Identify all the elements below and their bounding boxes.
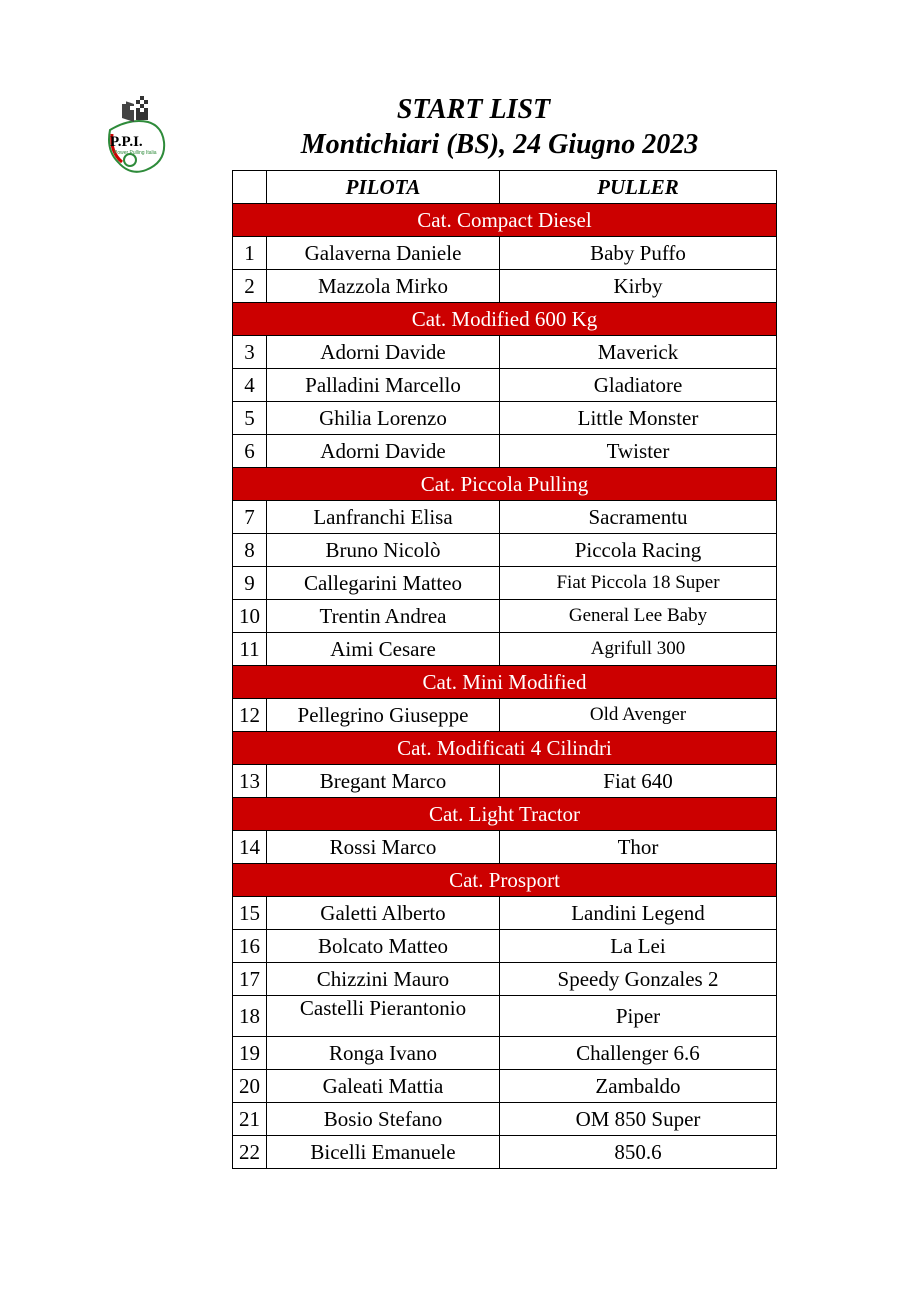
puller-cell: Baby Puffo: [500, 237, 777, 270]
category-label: Cat. Prosport: [233, 864, 777, 897]
pilota-cell: Adorni Davide: [267, 336, 500, 369]
table-row: [233, 567, 777, 600]
category-label: Cat. Piccola Pulling: [233, 468, 777, 501]
category-row: [233, 864, 777, 897]
start-number: 20: [233, 1070, 267, 1103]
puller-cell: Sacramentu: [500, 501, 777, 534]
logo-subtext: Power Pulling Italia: [114, 150, 157, 156]
pilota-cell: Galaverna Daniele: [267, 237, 500, 270]
pilota-cell: Pellegrino Giuseppe: [267, 699, 500, 732]
category-row: [233, 468, 777, 501]
start-number: 5: [233, 402, 267, 435]
table-row: [233, 369, 777, 402]
category-label: Cat. Mini Modified: [233, 666, 777, 699]
start-number: 15: [233, 897, 267, 930]
table-row: [233, 237, 777, 270]
puller-cell: Fiat Piccola 18 Super: [500, 567, 777, 600]
pilota-cell: Adorni Davide: [267, 435, 500, 468]
category-row: [233, 666, 777, 699]
puller-cell: Thor: [500, 831, 777, 864]
puller-cell: Speedy Gonzales 2: [500, 963, 777, 996]
category-row: [233, 732, 777, 765]
table-row: [233, 963, 777, 996]
start-number: 1: [233, 237, 267, 270]
pilota-cell: Trentin Andrea: [267, 600, 500, 633]
category-row: [233, 204, 777, 237]
table-row: [233, 699, 777, 732]
puller-cell: Zambaldo: [500, 1070, 777, 1103]
table-row: [233, 1037, 777, 1070]
table-row: [233, 1070, 777, 1103]
pilota-cell: Chizzini Mauro: [267, 963, 500, 996]
header-puller: PULLER: [500, 171, 777, 204]
puller-cell: Twister: [500, 435, 777, 468]
table-row: [233, 501, 777, 534]
category-row: [233, 798, 777, 831]
category-label: Cat. Modificati 4 Cilindri: [233, 732, 777, 765]
puller-cell: Landini Legend: [500, 897, 777, 930]
puller-cell: OM 850 Super: [500, 1103, 777, 1136]
page-subtitle: Montichiari (BS), 24 Giugno 2023: [300, 129, 699, 160]
table-row: [233, 930, 777, 963]
start-number: 12: [233, 699, 267, 732]
pilota-cell: Aimi Cesare: [267, 633, 500, 666]
table-row: [233, 402, 777, 435]
start-number: 19: [233, 1037, 267, 1070]
start-number: 16: [233, 930, 267, 963]
pilota-cell: Bregant Marco: [267, 765, 500, 798]
table-row: [233, 633, 777, 666]
puller-cell: Fiat 640: [500, 765, 777, 798]
table-row: [233, 1103, 777, 1136]
logo-text: P.P.I.: [110, 134, 143, 150]
pilota-cell: Callegarini Matteo: [267, 567, 500, 600]
start-number: 22: [233, 1136, 267, 1169]
table-header: [233, 171, 777, 204]
table-row: [233, 765, 777, 798]
puller-cell: 850.6: [500, 1136, 777, 1169]
pilota-cell: Castelli Pierantonio: [267, 996, 500, 1037]
table-row: [233, 1136, 777, 1169]
pilota-cell: Mazzola Mirko: [267, 270, 500, 303]
category-row: [233, 303, 777, 336]
header-pilota: PILOTA: [267, 171, 500, 204]
puller-cell: Gladiatore: [500, 369, 777, 402]
pilota-cell: Ronga Ivano: [267, 1037, 500, 1070]
table-row: [233, 831, 777, 864]
start-number: 18: [233, 996, 267, 1037]
table-row: [233, 534, 777, 567]
category-label: Cat. Light Tractor: [233, 798, 777, 831]
table-row: [233, 336, 777, 369]
start-number: 8: [233, 534, 267, 567]
table-row: [233, 996, 777, 1037]
pilota-cell: Galeati Mattia: [267, 1070, 500, 1103]
pilota-cell: Bruno Nicolò: [267, 534, 500, 567]
pilota-cell: Bolcato Matteo: [267, 930, 500, 963]
puller-cell: Little Monster: [500, 402, 777, 435]
pilota-cell: Bosio Stefano: [267, 1103, 500, 1136]
puller-cell: Old Avenger: [500, 699, 777, 732]
puller-cell: Piper: [500, 996, 777, 1037]
puller-cell: Challenger 6.6: [500, 1037, 777, 1070]
pilota-cell: Galetti Alberto: [267, 897, 500, 930]
pilota-cell: Lanfranchi Elisa: [267, 501, 500, 534]
table-row: [233, 435, 777, 468]
start-number: 17: [233, 963, 267, 996]
start-list-table: [232, 170, 777, 1169]
header-num: [233, 171, 267, 204]
puller-cell: Piccola Racing: [500, 534, 777, 567]
pilota-cell: Bicelli Emanuele: [267, 1136, 500, 1169]
start-number: 7: [233, 501, 267, 534]
pilota-cell: Rossi Marco: [267, 831, 500, 864]
start-number: 2: [233, 270, 267, 303]
start-number: 21: [233, 1103, 267, 1136]
puller-cell: Kirby: [500, 270, 777, 303]
pilota-cell: Ghilia Lorenzo: [267, 402, 500, 435]
page-title: START LIST: [396, 94, 551, 125]
table-row: [233, 897, 777, 930]
start-number: 6: [233, 435, 267, 468]
start-number: 3: [233, 336, 267, 369]
start-number: 10: [233, 600, 267, 633]
puller-cell: General Lee Baby: [500, 600, 777, 633]
start-number: 13: [233, 765, 267, 798]
category-label: Cat. Compact Diesel: [233, 204, 777, 237]
puller-cell: Agrifull 300: [500, 633, 777, 666]
puller-cell: La Lei: [500, 930, 777, 963]
table-row: [233, 600, 777, 633]
start-number: 4: [233, 369, 267, 402]
start-number: 9: [233, 567, 267, 600]
puller-cell: Maverick: [500, 336, 777, 369]
pilota-cell: Palladini Marcello: [267, 369, 500, 402]
start-number: 14: [233, 831, 267, 864]
category-label: Cat. Modified 600 Kg: [233, 303, 777, 336]
table-row: [233, 270, 777, 303]
start-number: 11: [233, 633, 267, 666]
